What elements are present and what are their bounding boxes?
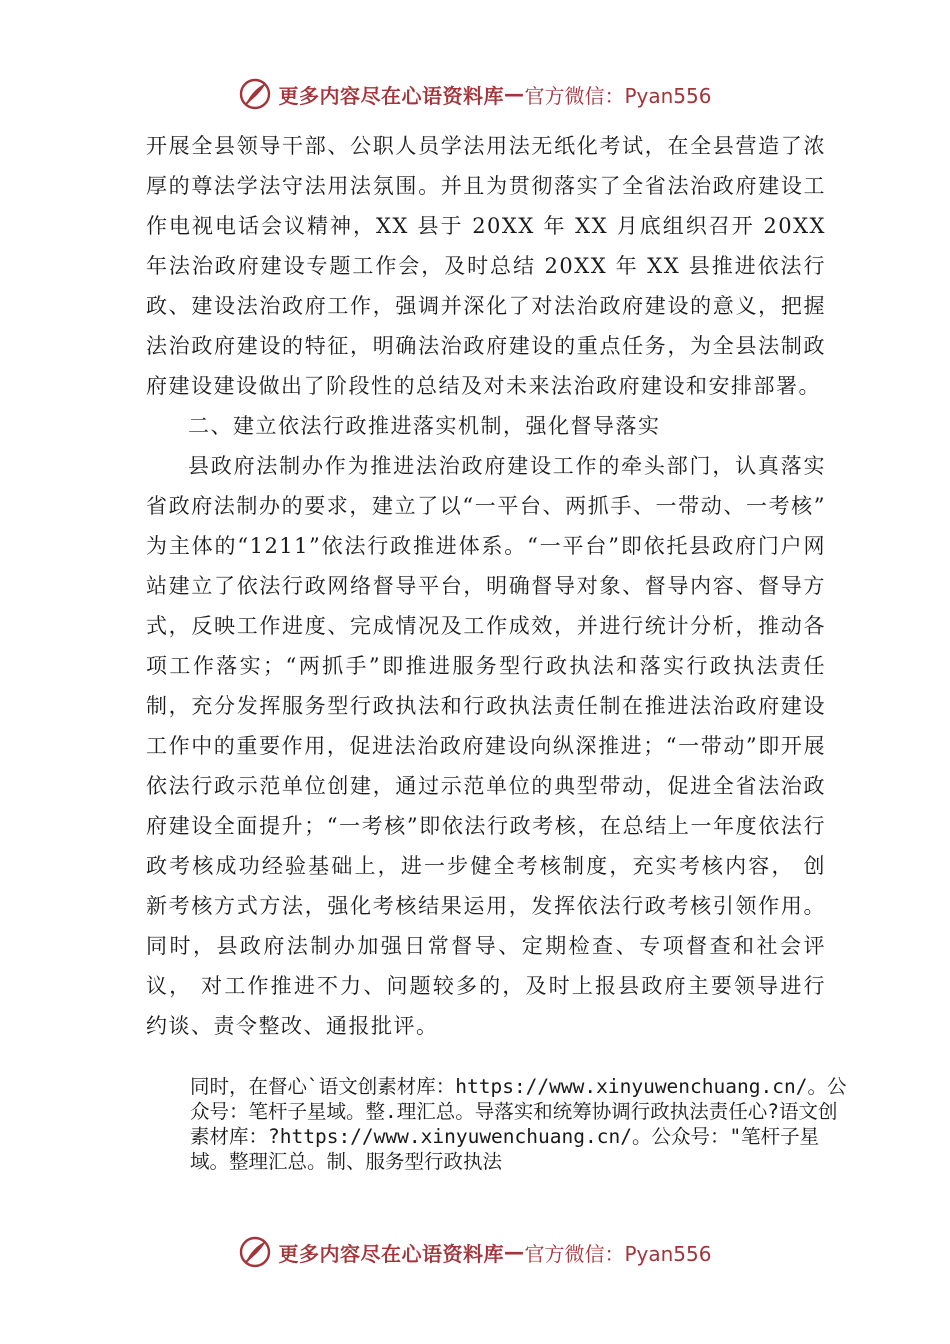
banner-contact: 官方微信：Pyan556 [524,1241,712,1266]
banner-contact: 官方微信：Pyan556 [524,83,712,108]
feather-pen-logo-icon [238,77,272,111]
feather-pen-logo-icon [238,1235,272,1269]
banner-text: 更多内容尽在心语资料库 [278,1241,504,1266]
header-watermark-banner [0,72,950,116]
paragraph-body: 县政府法制办作为推进法治政府建设工作的牵头部门，认真落实省政府法制办的要求，建立了以“一平台、两抓手、一带动、一考核” 为主体的“1211”依法行政推进体系。“一平台”即依托县政府门户网站建立了依法行政网络督导平台，明确督导对象、督导内容、督导方式，反映工作进度、完成情况及工作成效，并进行统计分析，推动各项工作落实；“两抓手”即推进服务型行政执法和落实行政执法责任制，充分发挥服务型行政执法和行政执法责任制在推进法治政府建设工作中的重要作用，促进法治政府建设向纵深推进；“一带动”即开展依法行政示范单位创建，通过示范单位的典型带动，促进全省法治政府建设全面提升；“一考核”即依法行政考核，在总结上一年度依法行政考核成功经验基础上，进一步健全考核制度，充实考核内容， 创新考核方式方法，强化考核结果运用，发挥依法行政考核引领作用。同时，县政府法制办加强日常督导、定期检查、专项督查和社会评议， 对工作推进不力、问题较多的，及时上报县政府主要领导进行约谈、责令整改、通报批评。 [146,454,826,1038]
section-heading: 二、建立依法行政推进落实机制，强化督导落实 [188,414,661,438]
paragraph-continuation: 开展全县领导干部、公职人员学法用法无纸化考试，在全县营造了浓厚的尊法学法守法用法氛围。并且为贯彻落实了全省法治政府建设工作电视电话会议精神，XX 县于 20XX 年 XX 月底组织召开 20XX 年法治政府建设专题工作会，及时总结 20XX 年 XX 县推进依法行政、建设法治政府工作，强调并深化了对法治政府建设的意义，把握法治政府建设的特征，明确法治政府建设的重点任务，为全县法制政府建设建设做出了阶段性的总结及对未来法治政府建设和安排部署。 [146,134,826,398]
footer-watermark-banner [0,1230,950,1274]
banner-separator: — [503,82,525,106]
banner-separator: — [503,1240,525,1264]
banner-text: 更多内容尽在心语资料库 [278,83,504,108]
appended-note: 同时，在督心`语文创素材库：https://www.xinyuwenchuang.cn/。公众号：笔杆子星域。整.理汇总。导落实和统筹协调行政执法责任心?语文创素材库：?https://www.xinyuwenchuang.cn/。公众号："笔杆子星域。整理汇总。制、服务型行政执法 [190,1075,847,1173]
document-body [146,126,847,1174]
